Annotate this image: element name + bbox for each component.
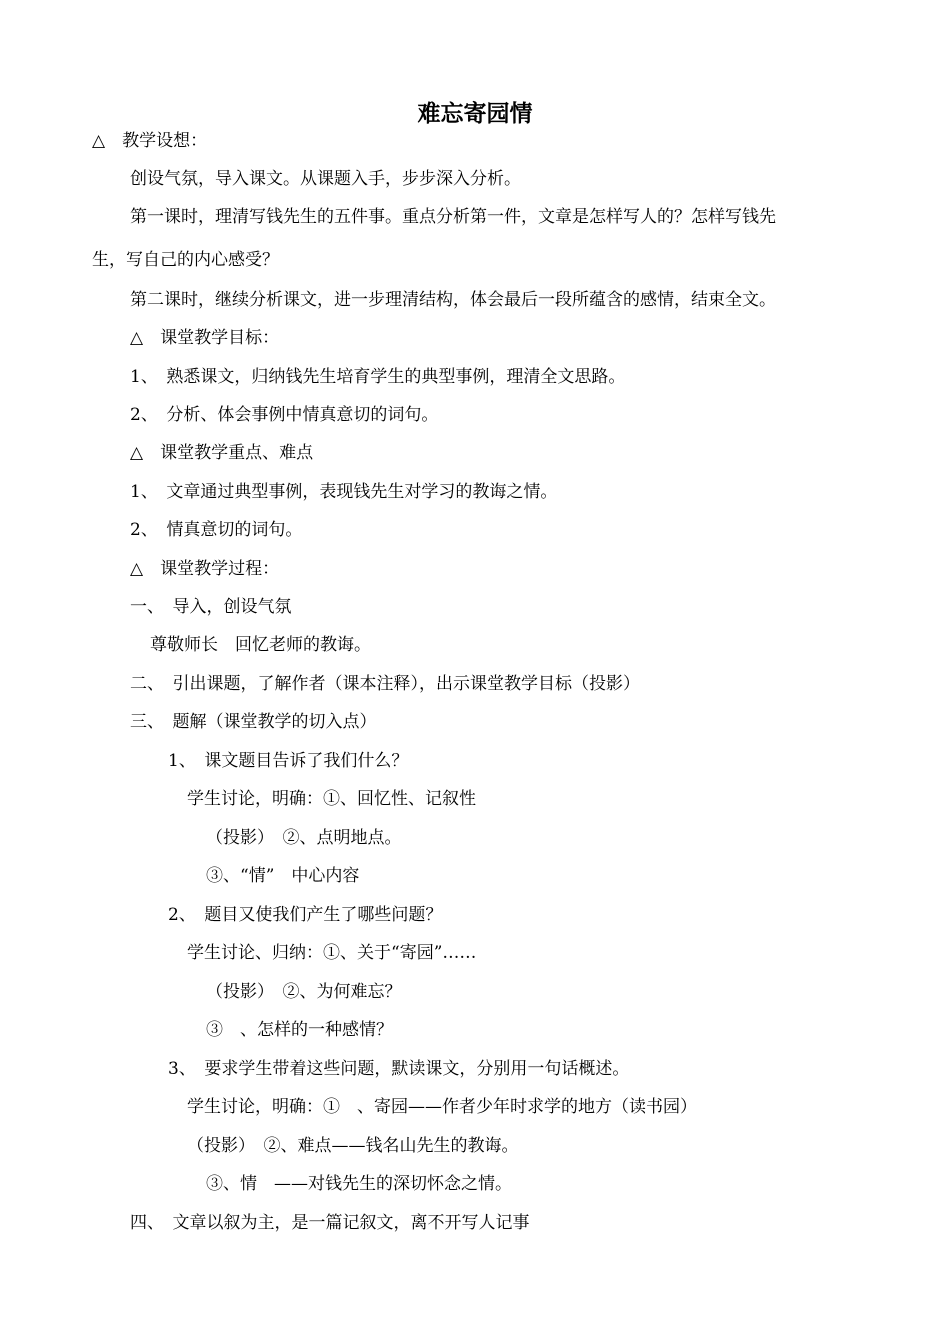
paragraph-line: 学生讨论，明确：①、回忆性、记叙性 [187,789,476,809]
list-item: 2、 分析、体会事例中情真意切的词句。 [130,405,439,425]
paragraph-line: ③、情 ——对钱先生的深切怀念之情。 [206,1174,512,1194]
paragraph-line: 学生讨论、归纳：①、关于“寄园”…… [187,943,477,963]
list-item: 1、 文章通过典型事例，表现钱先生对学习的教诲之情。 [130,482,558,502]
list-item: 2、 情真意切的词句。 [130,520,303,540]
paragraph-line: 尊敬师长 回忆老师的教诲。 [150,635,371,655]
section-heading-objectives: △ 课堂教学目标： [130,328,280,348]
list-item: 1、 熟悉课文，归纳钱先生培育学生的典型事例，理清全文思路。 [130,367,626,387]
paragraph-line: 生，写自己的内心感受？ [92,250,279,270]
paragraph-line: ③、“情” 中心内容 [206,866,360,886]
paragraph-line: 创设气氛，导入课文。从课题入手，步步深入分析。 [130,169,521,189]
paragraph-line: 第二课时，继续分析课文，进一步理清结构，体会最后一段所蕴含的感情，结束全文。 [130,290,776,310]
paragraph-line: （投影） ②、为何难忘？ [206,982,402,1002]
paragraph-line: （投影） ②、点明地点。 [206,828,402,848]
list-item: 一、 导入，创设气氛 [130,597,292,617]
paragraph-line: （投影） ②、难点——钱名山先生的教诲。 [187,1136,519,1156]
paragraph-line: 学生讨论，明确：① 、寄园——作者少年时求学的地方（读书园） [187,1097,697,1117]
sub-list-item: 3、 要求学生带着这些问题，默读课文，分别用一句话概述。 [168,1059,630,1079]
paragraph-line: ③ 、怎样的一种感情？ [206,1020,393,1040]
section-heading-key-points: △ 课堂教学重点、难点 [130,443,314,463]
section-heading-process: △ 课堂教学过程： [130,559,280,579]
list-item: 三、 题解（课堂教学的切入点） [130,712,377,732]
document-title: 难忘寄园情 [417,101,533,127]
list-item: 二、 引出课题，了解作者（课本注释），出示课堂教学目标（投影） [130,674,640,694]
paragraph-line: 第一课时，理清写钱先生的五件事。重点分析第一件，文章是怎样写人的？怎样写钱先 [130,207,776,227]
section-heading-teaching-concept: △ 教学设想： [92,131,208,151]
list-item: 四、 文章以叙为主，是一篇记叙文，离不开写人记事 [130,1213,530,1233]
sub-list-item: 2、 题目又使我们产生了哪些问题？ [168,905,443,925]
sub-list-item: 1、 课文题目告诉了我们什么？ [168,751,409,771]
